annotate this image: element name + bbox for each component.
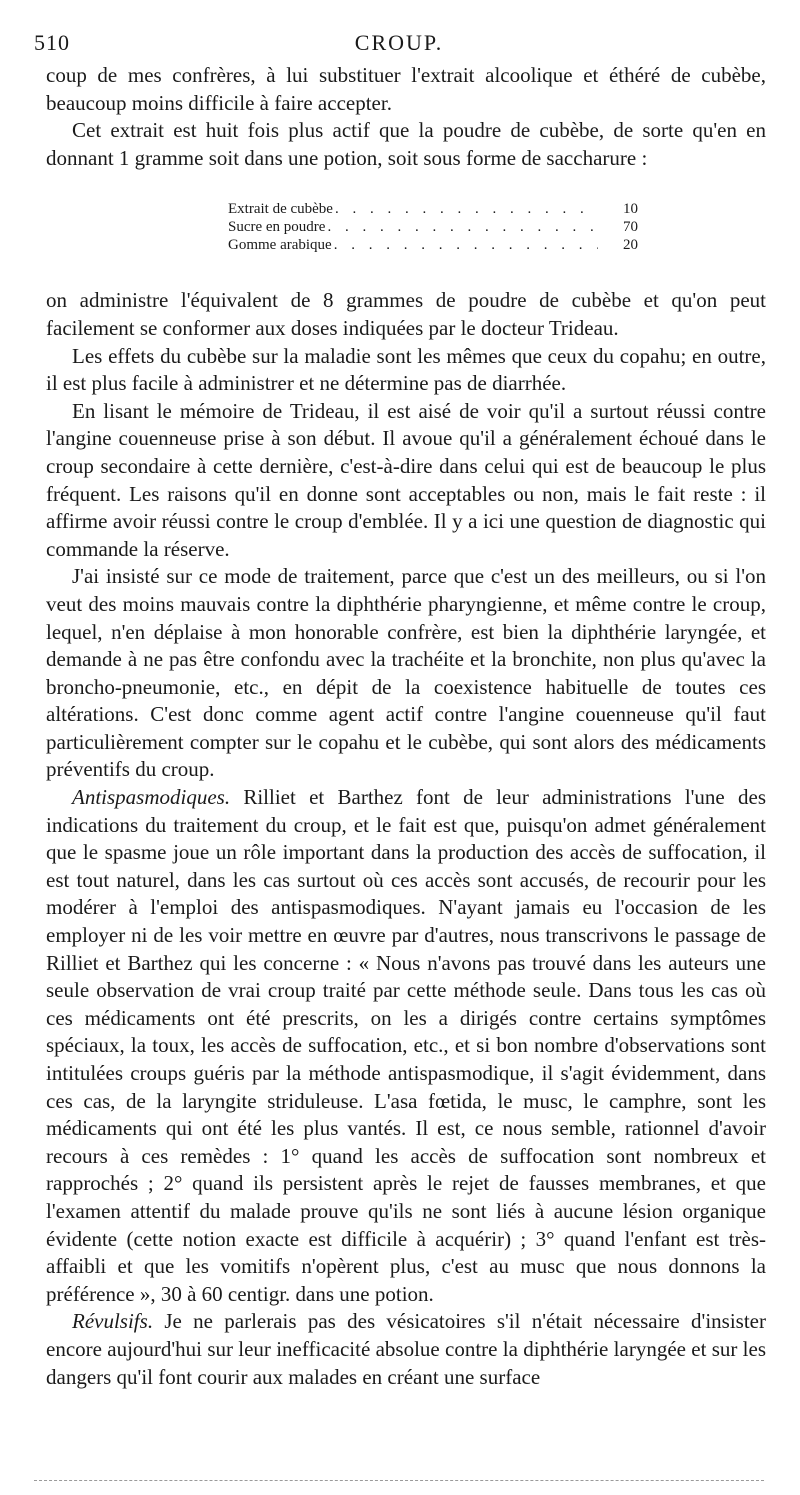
recipe-quantity: 10 (623, 201, 638, 218)
paragraph: J'ai insisté sur ce mode de traitement, parce que c'est un des meilleurs, ou si l'on veut des moins mauvais contre la diphthérie pharyngienne, et même contre le croup, lequel, n'en déplaise à mon honorable confrère, est bien la diphthérie laryngée, et demande à ne pas être confondu avec la trachéite et la bronchite, non plus qu'avec la broncho-pneumonie, etc., en dépit de la coexistence habituelle de toutes ces altérations. C'est donc comme agent actif contre l'angine couenneuse qu'il faut particulièrement compter sur le copahu et le cubèbe, qui sont alors des médicaments préventifs du croup. (46, 564, 766, 782)
recipe-table (228, 200, 638, 254)
page-bottom-rule (34, 1480, 764, 1481)
section-revulsifs (46, 1308, 766, 1391)
recipe-ingredient: Extrait de cubèbe (228, 201, 333, 218)
section-heading: Antispasmodiques. (72, 785, 231, 810)
section-heading: Révulsifs. (72, 1309, 154, 1334)
paragraph: En lisant le mémoire de Trideau, il est aisé de voir qu'il a surtout réussi contre l'angine couenneuse prise à son début. Il avoue qu'il a généralement échoué dans le croup secondaire à cette dernière, c'est-à-dire dans celui qui est de beaucoup le plus fréquent. Les raisons qu'il en donne sont acceptables ou non, mais le fait reste : il affirme avoir réussi contre le croup d'emblée. Il y a ici une question de diagnostic qui commande la réserve. (46, 398, 766, 561)
recipe-quantity: 70 (623, 219, 638, 236)
leader-dots (334, 236, 598, 254)
section-text: Je ne parlerais pas des vésicatoires s'il n'était nécessaire d'insister encore aujourd'hui sur leur inefficacité absolue contre la diphthérie laryngée et sur les dangers qu'il font courir aux malades en créant une surface (46, 1309, 766, 1389)
recipe-quantity: 20 (623, 237, 638, 254)
leader-dots (335, 200, 598, 218)
leader-dots (327, 218, 598, 236)
recipe-row (228, 200, 638, 218)
paragraph: Les effets du cubèbe sur la maladie sont les mêmes que ceux du copahu; en outre, il est plus facile à administrer et ne détermine pas de diarrhée. (46, 343, 766, 396)
section-antispasmodiques (46, 784, 766, 1308)
recipe-ingredient: Sucre en poudre (228, 219, 326, 236)
section-text: Rilliet et Barthez font de leur administrations l'une des indications du traitement du croup, et le fait est que, puisqu'on admet généralement que le spasme joue un rôle important dans la production des accès de suffocation, il est tout naturel, dans les cas surtout où ces accès sont accusés, de recourir pour les modérer à l'emploi des antispasmodiques. N'ayant jamais eu l'occasion de les employer ni de les voir mettre en œuvre par d'autres, nous transcrivons le passage de Rilliet et Barthez qui les concerne : « Nous n'avons pas trouvé dans les auteurs une seule observation de vrai croup traité par cette méthode seule. Dans tous les cas où ces médicaments ont été prescrits, on les a dirigés contre certains symptômes spéciaux, la toux, les accès de suffocation, etc., et si bon nombre d'observations sont intitulées croups guéris par la méthode antispasmodique, il s'agit évidemment, dans ces cas, de la laryngite striduleuse. L'asa fœtida, le musc, le camphre, sont les médicaments qui ont été les plus vantés. Il est, ce nous semble, rationnel d'avoir recours à ces remèdes : 1° quand les accès de suffocation sont nombreux et rapprochés ; 2° quand ils persistent après le rejet de fausses membranes, et que l'examen attentif du malade prouve qu'ils ne sont liés à aucune lésion organique évidente (cette notion exacte est difficile à acquérir) ; 3° quand l'enfant est très-affaibli et que les vomitifs n'opèrent plus, c'est au musc que nous donnons la préférence », 30 à 60 centigr. dans une potion. (46, 785, 766, 1306)
page-number: 510 (34, 30, 70, 55)
paragraph: Cet extrait est huit fois plus actif que la poudre de cubèbe, de sorte qu'en en donnant 1 gramme soit dans une potion, soit sous forme de saccharure : (46, 118, 766, 170)
page-header (34, 30, 764, 58)
body-text (46, 62, 766, 1391)
running-head: CROUP. (354, 30, 444, 55)
paragraph-continuation: coup de mes confrères, à lui substituer l'extrait alcoolique et éthéré de cubèbe, beaucoup moins difficile à faire accepter. (46, 63, 766, 115)
recipe-ingredient: Gomme arabique (228, 237, 332, 254)
recipe-row (228, 218, 638, 236)
recipe-row (228, 236, 638, 254)
paragraph: on administre l'équivalent de 8 grammes de poudre de cubèbe et qu'on peut facilement se conformer aux doses indiquées par le docteur Trideau. (46, 288, 766, 340)
